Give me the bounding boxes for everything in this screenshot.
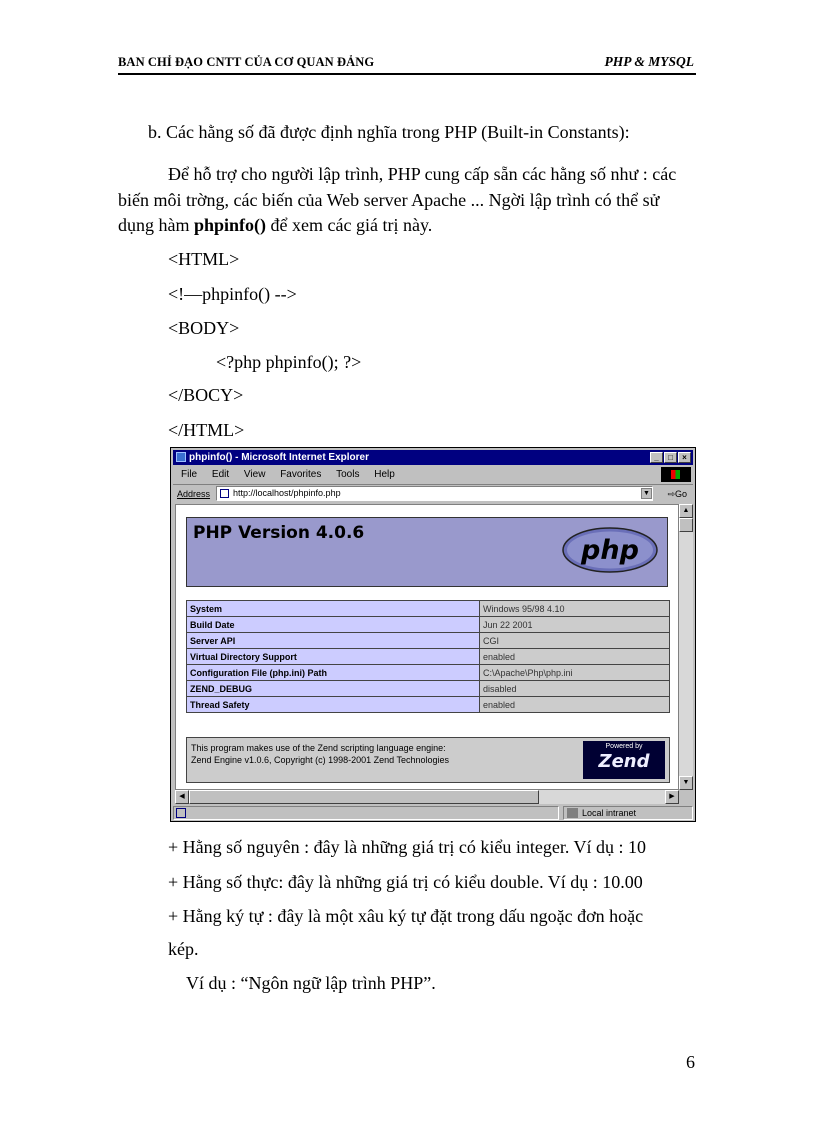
status-zone [563, 806, 693, 820]
go-arrow-icon: ⇨ [667, 489, 675, 499]
info-value: Windows 95/98 4.10 [480, 601, 670, 617]
page-header [118, 53, 696, 75]
table-row [187, 633, 670, 649]
paragraph-line-3 [118, 213, 432, 237]
address-value: http://localhost/phpinfo.php [233, 488, 341, 498]
windows-logo-icon [661, 467, 691, 482]
info-value: enabled [480, 697, 670, 713]
section-title: b. Các hằng số đã được định nghĩa trong PHP (Built-in Constants): [148, 122, 630, 142]
status-bar [173, 806, 693, 820]
go-button[interactable] [667, 489, 687, 500]
table-row [187, 601, 670, 617]
info-value: disabled [480, 681, 670, 697]
zend-line-1: This program makes use of the Zend scripting language engine: [191, 743, 446, 753]
done-page-icon [176, 808, 186, 818]
table-row [187, 697, 670, 713]
go-label: Go [674, 489, 687, 499]
address-label: Address [177, 489, 211, 499]
zend-engine-box [186, 737, 670, 783]
zend-logo-icon [583, 741, 665, 779]
minimize-button[interactable]: _ [650, 452, 663, 463]
example-line: Ví dụ : “Ngôn ngữ lập trình PHP”. [186, 973, 436, 993]
php-version-title: PHP Version 4.0.6 [193, 523, 365, 543]
php-logo-text: php [581, 535, 639, 566]
info-value: C:\Apache\Php\php.ini [480, 665, 670, 681]
status-zone-label: Local intranet [582, 808, 637, 818]
info-key: ZEND_DEBUG [187, 681, 480, 697]
paragraph-line-2: biến môi trờng, các biến của Web server Apache ... Ngời lập trình có thể sử [118, 190, 660, 210]
info-value: enabled [480, 649, 670, 665]
php-version-banner [186, 517, 668, 587]
scroll-right-icon[interactable]: ▶ [665, 790, 679, 804]
horizontal-scrollbar[interactable] [175, 790, 679, 804]
info-key: Server API [187, 633, 480, 649]
bullet-double: + Hằng số thực: đây là những giá trị có kiểu double. Ví dụ : 10.00 [168, 872, 643, 892]
code-line: </HTML> [168, 420, 245, 440]
paragraph-line-3-pre: dụng hàm [118, 215, 194, 235]
menu-favorites[interactable]: Favorites [280, 469, 322, 480]
table-row [187, 665, 670, 681]
paragraph-line-1: Để hỗ trợ cho người lập trình, PHP cung cấp sẵn các hằng số như : các [168, 164, 677, 184]
zend-powered-by: Powered by [605, 743, 643, 750]
info-key: System [187, 601, 480, 617]
menu-help[interactable]: Help [374, 469, 395, 480]
browser-content [175, 504, 679, 790]
zend-logo-text: Zend [598, 751, 650, 772]
menu-edit[interactable]: Edit [211, 469, 230, 480]
address-bar [173, 484, 693, 503]
page-number: 6 [686, 1052, 695, 1072]
status-message [173, 806, 559, 820]
info-key: Build Date [187, 617, 480, 633]
header-organization: BAN CHỈ ĐẠO CNTT CỦA CƠ QUAN ĐẢNG [118, 55, 375, 69]
bullet-string-line-2: kép. [168, 939, 199, 959]
scroll-up-icon[interactable]: ▲ [679, 504, 693, 518]
address-dropdown-icon[interactable]: ▼ [641, 488, 652, 499]
bullet-string-line-1: + Hằng ký tự : đây là một xâu ký tự đặt trong dấu ngoặc đơn hoặc [168, 906, 644, 926]
zend-credit [191, 742, 449, 766]
page-icon [220, 489, 229, 498]
code-line: <BODY> [168, 318, 240, 338]
browser-title-bar [173, 450, 693, 465]
bullet-integer: + Hằng số nguyên : đây là những giá trị có kiểu integer. Ví dụ : 10 [168, 837, 646, 857]
table-row [187, 617, 670, 633]
code-line: </BOCY> [168, 385, 244, 405]
code-line: <!—phpinfo() --> [168, 284, 297, 304]
zend-line-2: Zend Engine v1.0.6, Copyright (c) 1998-2001 Zend Technologies [191, 755, 449, 765]
phpinfo-function-name: phpinfo() [194, 215, 267, 235]
paragraph-line-3-post: để xem các giá trị này. [266, 215, 433, 235]
maximize-button[interactable]: □ [664, 452, 677, 463]
table-row [187, 649, 670, 665]
ie-icon [176, 452, 186, 462]
php-logo-icon [561, 526, 659, 574]
code-line: <?php phpinfo(); ?> [216, 352, 362, 372]
info-key: Virtual Directory Support [187, 649, 480, 665]
header-subject: PHP & MYSQL [604, 54, 694, 69]
code-line: <HTML> [168, 249, 240, 269]
menu-file[interactable]: File [181, 469, 198, 480]
window-buttons [650, 452, 691, 463]
intranet-icon [567, 808, 578, 818]
info-value: CGI [480, 633, 670, 649]
info-key: Thread Safety [187, 697, 480, 713]
info-value: Jun 22 2001 [480, 617, 670, 633]
scroll-left-icon[interactable]: ◀ [175, 790, 189, 804]
menu-bar [173, 466, 693, 483]
scroll-thumb[interactable] [679, 518, 693, 532]
h-scroll-thumb[interactable] [189, 790, 539, 804]
close-button[interactable]: × [678, 452, 691, 463]
browser-title: phpinfo() - Microsoft Internet Explorer [189, 452, 369, 463]
table-row [187, 681, 670, 697]
browser-screenshot [170, 447, 696, 822]
info-key: Configuration File (php.ini) Path [187, 665, 480, 681]
info-table [186, 600, 670, 713]
menu-tools[interactable]: Tools [336, 469, 360, 480]
scroll-down-icon[interactable]: ▼ [679, 776, 693, 790]
vertical-scrollbar[interactable] [679, 504, 693, 790]
menu-view[interactable]: View [243, 469, 266, 480]
address-input[interactable] [216, 486, 653, 501]
